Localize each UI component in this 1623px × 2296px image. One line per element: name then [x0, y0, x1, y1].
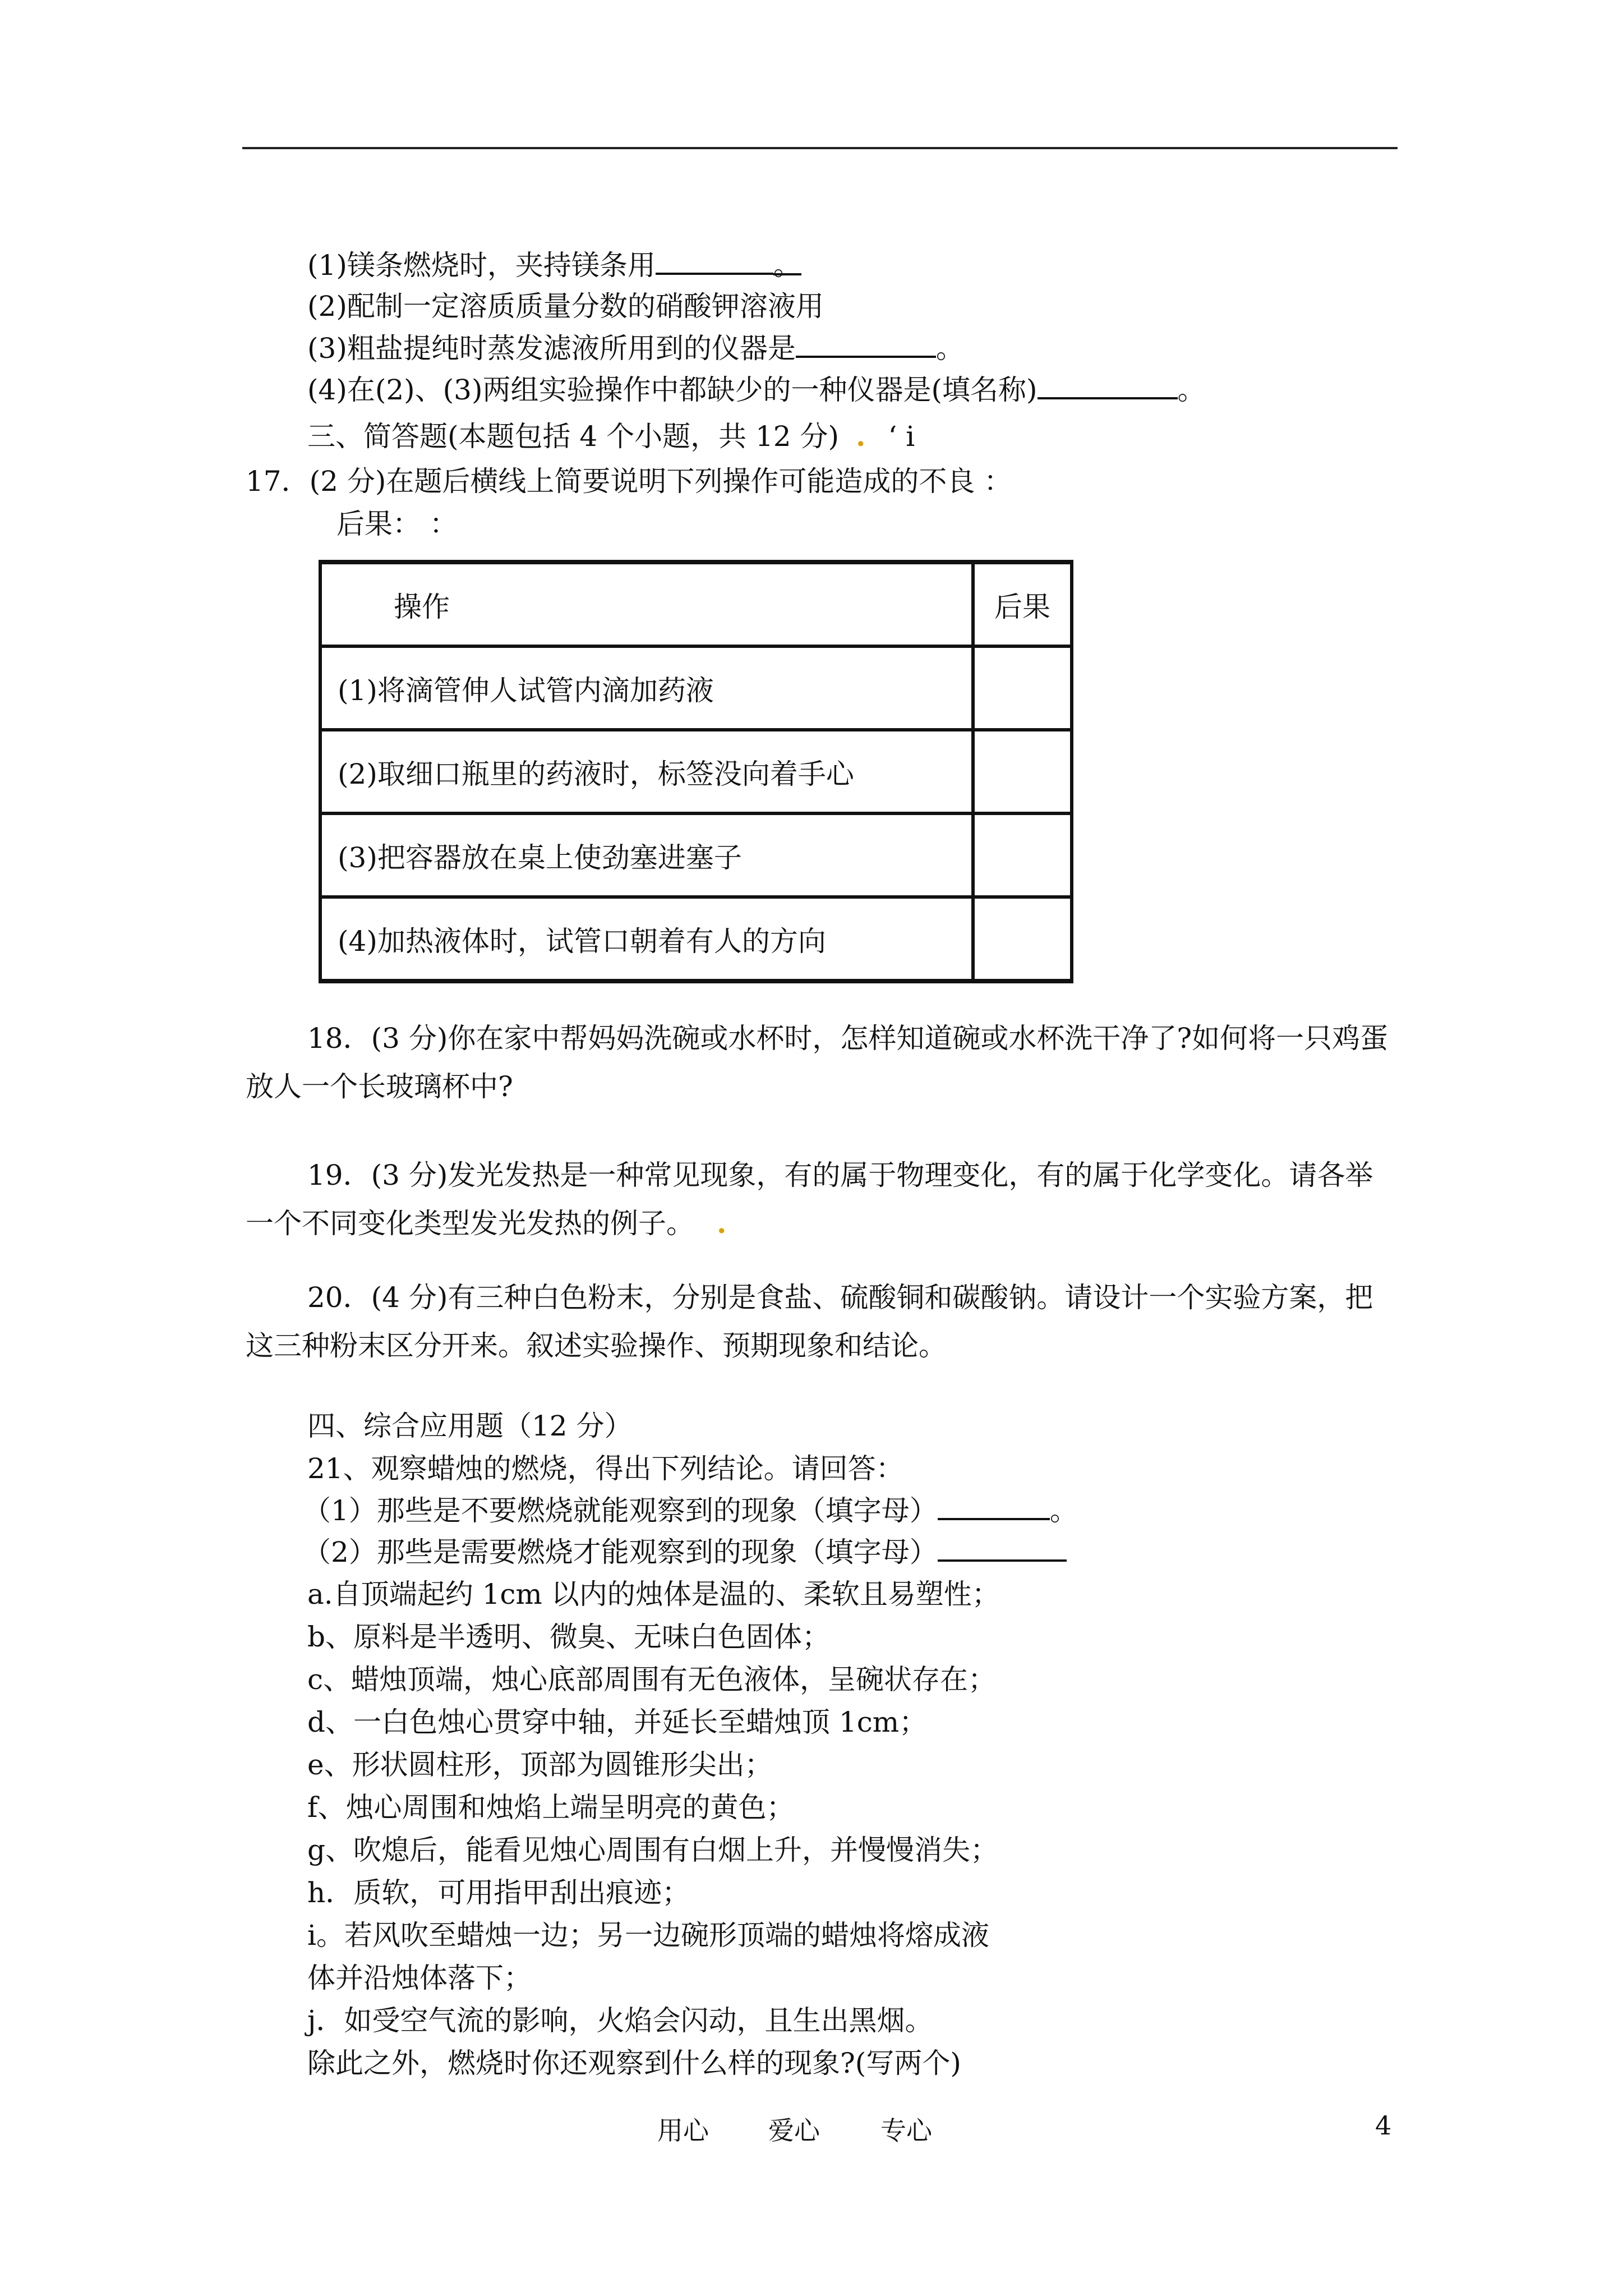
- list-item: c、蜡烛顶端，烛心底部周围有无色液体，呈碗状存在；: [307, 1663, 997, 1696]
- header-operation: 操作: [320, 562, 973, 646]
- list-item: j．如受空气流的影响，火焰会闪动，且生出黑烟。: [307, 2004, 933, 2037]
- consequence-cell[interactable]: [973, 646, 1072, 730]
- list-item: d、一白色烛心贯穿中轴，并延长至蜡烛顶 1cm；: [307, 1706, 928, 1738]
- q16-1: (1)镁条燃烧时，夹持镁条用 。: [307, 245, 801, 286]
- consequence-cell[interactable]: [973, 897, 1072, 981]
- operation-cell: (2)取细口瓶里的药液时，标签没向着手心: [320, 730, 973, 813]
- q21: 21、观察蜡烛的燃烧，得出下列结论。请回答：: [307, 1452, 904, 1485]
- q18: 18．(3 分)你在家中帮妈妈洗碗或水杯时，怎样知道碗或水杯洗干净了?如何将一只鸡蛋放人一个长玻璃杯中?: [246, 1022, 1389, 1103]
- list-item: f、烛心周围和烛焰上端呈明亮的黄色；: [307, 1791, 795, 1824]
- list-item: g、吹熄后，能看见烛心周围有白烟上升，并慢慢消失；: [307, 1834, 999, 1866]
- answer-blank[interactable]: [796, 328, 936, 358]
- footer-motto-1: 用心: [657, 2115, 709, 2146]
- list-item: a.自顶端起约 1cm 以内的烛体是温的、柔软且易塑性；: [307, 1578, 1000, 1611]
- table-header-row: [320, 562, 1072, 646]
- consequence-cell[interactable]: [973, 730, 1072, 813]
- operation-cell: (3)把容器放在桌上使劲塞进塞子: [320, 813, 973, 897]
- footer-motto-2: 爱心: [768, 2115, 820, 2146]
- q16-4: (4)在(2)、(3)两组实验操作中都缺少的一种仪器是(填名称) 。: [307, 369, 1206, 410]
- table-row: [320, 897, 1072, 981]
- section3-title: 三、简答题(本题包括 4 个小题，共 12 分) . ‘ i: [307, 420, 915, 453]
- footer-motto-3: 专心: [880, 2115, 932, 2146]
- list-item: b、原料是半透明、微臭、无味白色固体；: [307, 1621, 831, 1653]
- header-consequence: 后果: [973, 562, 1072, 646]
- header-rule: [242, 147, 1398, 149]
- operation-cell: (4)加热液体时，试管口朝着有人的方向: [320, 897, 973, 981]
- q16-3: (3)粗盐提纯时蒸发滤液所用到的仪器是 。: [307, 328, 964, 369]
- q19: 19．(3 分)发光发热是一种常见现象，有的属于物理变化，有的属于化学变化。请各举一个不同变化类型发光发热的例子。 .: [246, 1159, 1373, 1240]
- table-row: [320, 730, 1072, 813]
- answer-blank[interactable]: [938, 1490, 1050, 1520]
- list-item: e、形状圆柱形，顶部为圆锥形尖出；: [307, 1749, 773, 1781]
- answer-blank[interactable]: [1038, 369, 1178, 399]
- q17-line2: 后果： ：: [336, 508, 458, 540]
- consequence-cell[interactable]: [973, 813, 1072, 897]
- page-number: 4: [1375, 2110, 1392, 2141]
- answer-blank[interactable]: [938, 1531, 1067, 1562]
- operation-cell: (1)将滴管伸人试管内滴加药液: [320, 646, 973, 730]
- q16-2: (2)配制一定溶质质量分数的硝酸钾溶液用: [307, 290, 824, 323]
- q17-line1: 17．(2 分)在题后横线上简要说明下列操作可能造成的不良 ：: [246, 465, 1012, 498]
- table-row: [320, 646, 1072, 730]
- q20: 20．(4 分)有三种白色粉末，分别是食盐、硫酸铜和碳酸钠。请设计一个实验方案，把这三种粉末区分开来。叙述实验操作、预期现象和结论。: [246, 1281, 1373, 1362]
- q21-sub1: （1）那些是不要燃烧就能观察到的现象（填字母） 。: [303, 1490, 1078, 1531]
- section4-title: 四、综合应用题（12 分）: [307, 1410, 633, 1442]
- list-item: 体并沿烛体落下；: [307, 1962, 532, 1994]
- list-item: h．质软，可用指甲刮出痕迹；: [307, 1876, 690, 1909]
- operations-table: [319, 560, 1073, 983]
- q21-sub2: （2）那些是需要燃烧才能观察到的现象（填字母）: [303, 1531, 1067, 1572]
- extra-question: 除此之外，燃烧时你还观察到什么样的现象?(写两个): [307, 2047, 961, 2079]
- table-row: [320, 813, 1072, 897]
- answer-blank[interactable]: [656, 245, 773, 275]
- list-item: i。若风吹至蜡烛一边；另一边碗形顶端的蜡烛将熔成液: [307, 1919, 989, 1952]
